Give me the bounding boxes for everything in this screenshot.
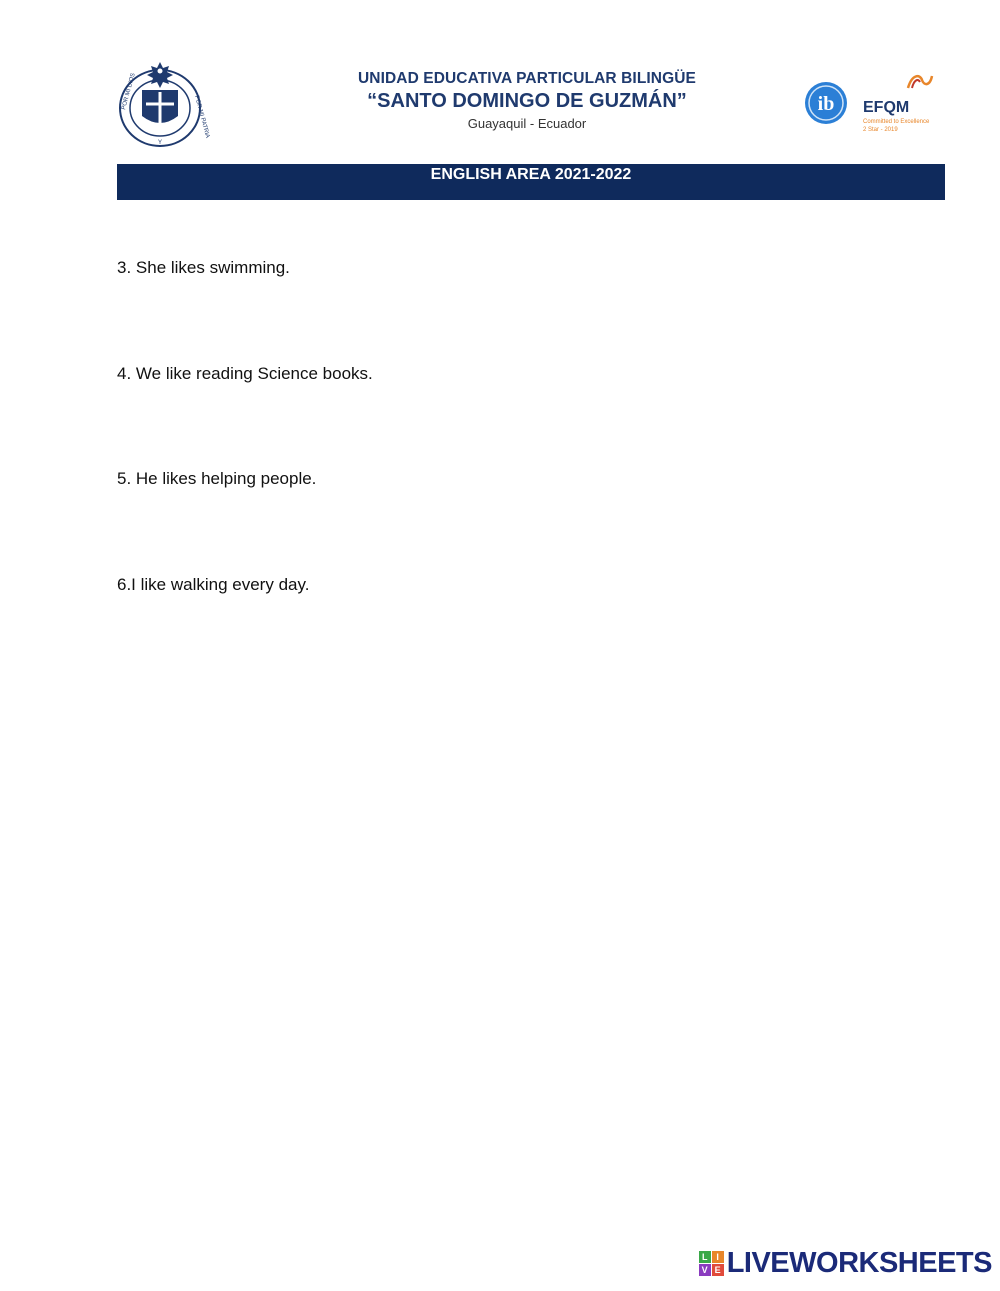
school-crest-icon (112, 58, 211, 150)
worksheet-item-5: 5. He likes helping people. (117, 469, 317, 488)
lw-block-e: E (712, 1264, 724, 1276)
liveworksheets-logo[interactable] (699, 1246, 992, 1279)
school-location: Guayaquil - Ecuador (467, 116, 587, 131)
worksheet-item-3: 3. She likes swimming. (117, 258, 290, 277)
school-title: “SANTO DOMINGO DE GUZMÁN” (367, 90, 687, 112)
worksheet-item-6: 6.I like walking every day. (117, 575, 310, 594)
svg-text:POR MI PATRIA: POR MI PATRIA (193, 94, 211, 139)
svg-text:Y: Y (158, 140, 163, 146)
school-name-line: UNIDAD EDUCATIVA PARTICULAR BILINGÜE (358, 70, 696, 87)
banner-title: ENGLISH AREA 2021-2022 (430, 166, 632, 183)
svg-text:ib: ib (817, 93, 835, 115)
section-banner (117, 164, 945, 200)
ib-logo-icon (803, 80, 849, 126)
lw-block-l: L (699, 1251, 711, 1263)
liveworksheets-brand-text: LIVEWORKSHEETS (726, 1246, 992, 1279)
lw-block-v: V (699, 1264, 711, 1276)
liveworksheets-blocks-icon (699, 1251, 724, 1276)
svg-text:Committed to Excellence: Committed to Excellence (863, 119, 930, 125)
svg-text:EFQM: EFQM (863, 99, 910, 116)
svg-text:2 Star - 2019: 2 Star - 2019 (863, 127, 898, 133)
efqm-logo-icon (860, 72, 940, 134)
lw-block-i: I (712, 1251, 724, 1263)
school-header (300, 70, 754, 131)
svg-text:POR MI DIOS: POR MI DIOS (121, 72, 137, 111)
worksheet-item-4: 4. We like reading Science books. (117, 364, 373, 383)
